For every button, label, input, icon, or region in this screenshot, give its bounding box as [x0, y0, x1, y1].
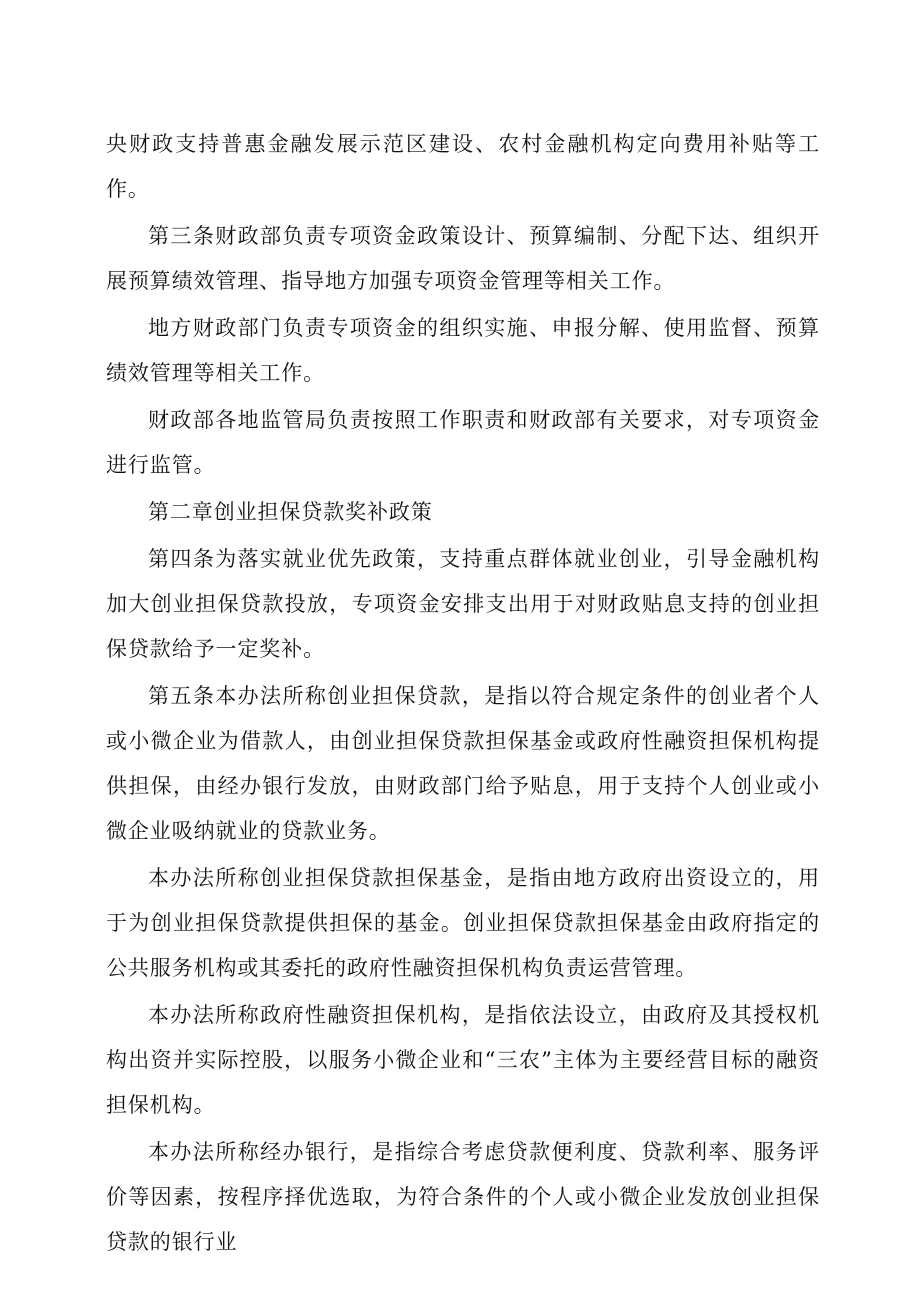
paragraph-handling-bank: 本办法所称经办银行，是指综合考虑贷款便利度、贷款利率、服务评价等因素，按程序择优选取，为符合条件的个人或小微企业发放创业担保贷款的银行业	[106, 1140, 820, 1254]
paragraph-guarantee-fund: 本办法所称创业担保贷款担保基金，是指由地方政府出资设立的，用于为创业担保贷款提供担保的基金。创业担保贷款担保基金由政府指定的公共服务机构或其委托的政府性融资担保机构负责运营管理。	[106, 866, 820, 980]
paragraph-article-5: 第五条本办法所称创业担保贷款，是指以符合规定条件的创业者个人或小微企业为借款人，由创业担保贷款担保基金或政府性融资担保机构提供担保，由经办银行发放，由财政部门给予贴息，用于支持个人创业或小微企业吸纳就业的贷款业务。	[106, 684, 820, 843]
paragraph-article-3: 第三条财政部负责专项资金政策设计、预算编制、分配下达、组织开展预算绩效管理、指导地方加强专项资金管理等相关工作。	[106, 224, 820, 293]
chapter-heading: 第二章创业担保贷款奖补政策	[148, 500, 433, 524]
paragraph-local-finance: 地方财政部门负责专项资金的组织实施、申报分解、使用监督、预算绩效管理等相关工作。	[106, 316, 820, 385]
paragraph-supervision-bureau: 财政部各地监管局负责按照工作职责和财政部有关要求，对专项资金进行监管。	[106, 408, 820, 477]
paragraph-article-4: 第四条为落实就业优先政策，支持重点群体就业创业，引导金融机构加大创业担保贷款投放，专项资金安排支出用于对财政贴息支持的创业担保贷款给予一定奖补。	[106, 547, 820, 661]
document-body	[106, 122, 820, 1265]
paragraph-continuation: 央财政支持普惠金融发展示范区建设、农村金融机构定向费用补贴等工作。	[106, 132, 820, 201]
paragraph-guarantee-institution: 本办法所称政府性融资担保机构，是指依法设立，由政府及其授权机构出资并实际控股，以服务小微企业和“三农”主体为主要经营目标的融资担保机构。	[106, 1003, 820, 1117]
